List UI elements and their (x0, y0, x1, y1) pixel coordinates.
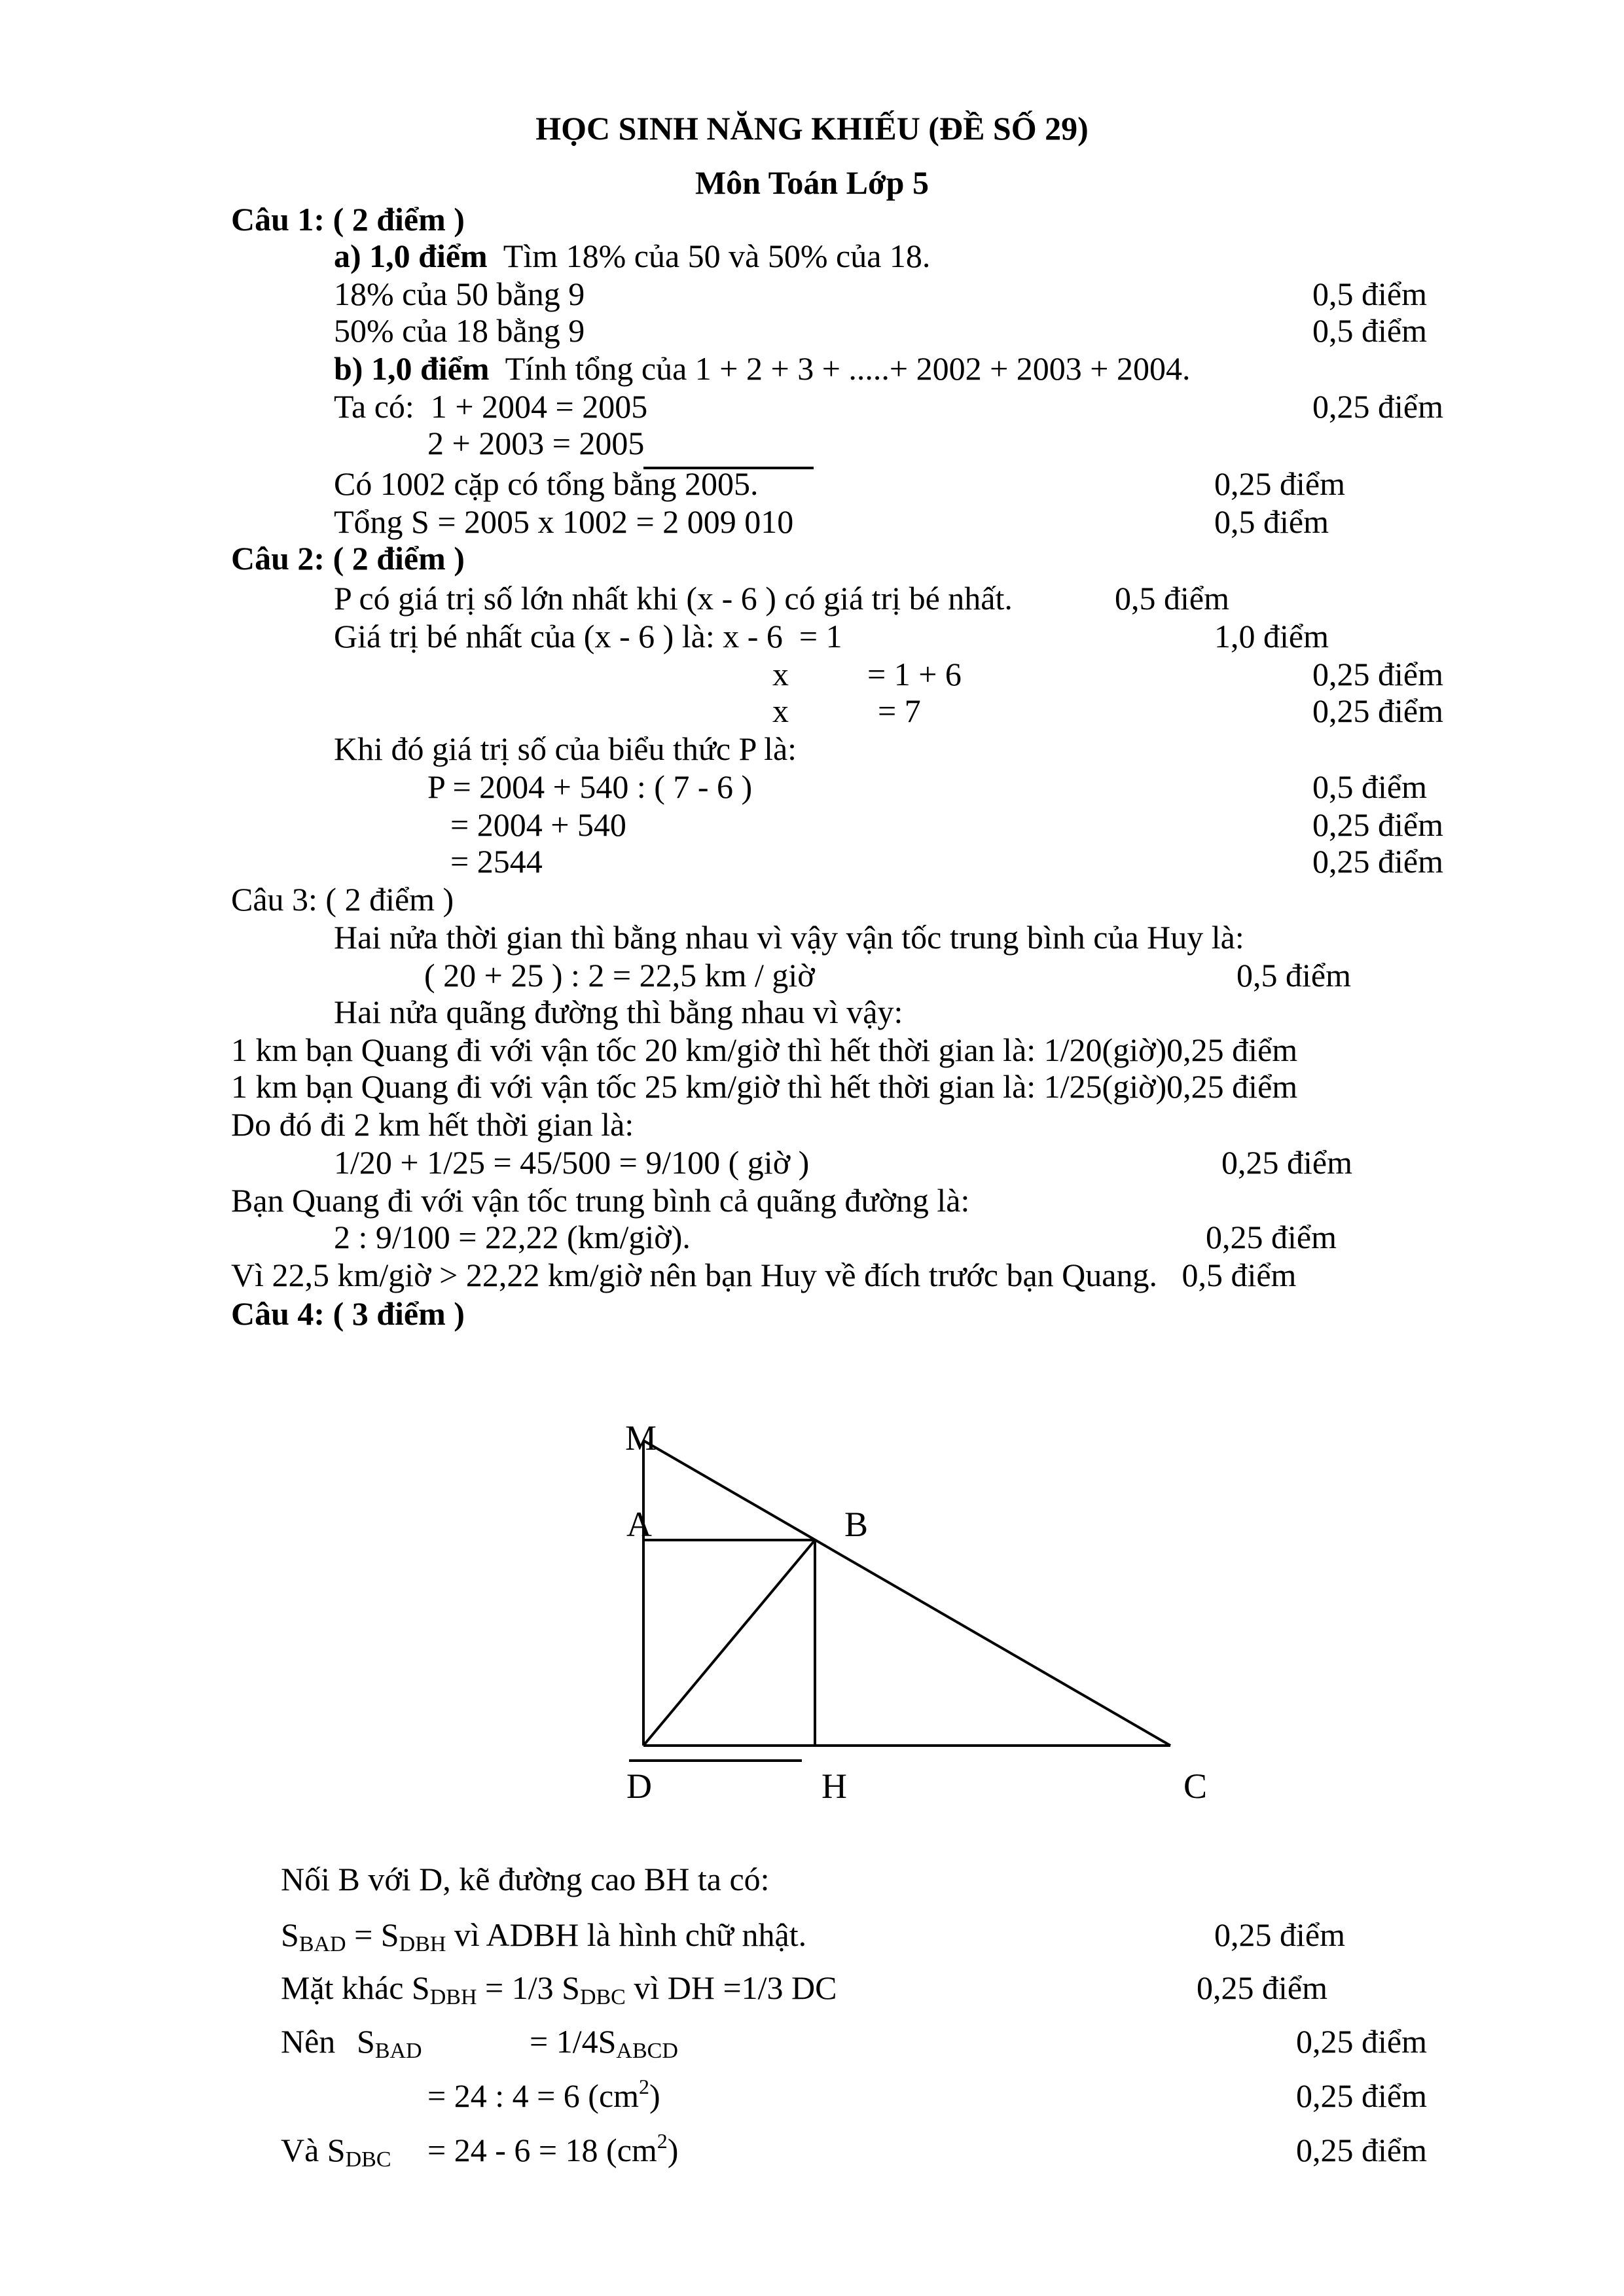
document-subtitle: Môn Toán Lớp 5 (695, 164, 929, 201)
q3-line: Bạn Quang đi với vận tốc trung bình cả quãng đường là: (231, 1182, 970, 1219)
point-label-m: M (625, 1418, 657, 1458)
segment-mc (643, 1441, 1170, 1746)
q2-var: x (772, 656, 789, 692)
q3-line: 1 km bạn Quang đi với vận tốc 20 km/giờ thì hết thời gian là: 1/20(giờ)0,25 điểm (231, 1031, 1298, 1068)
q1-line: Có 1002 cặp có tổng bằng 2005. (334, 465, 759, 502)
q4-line (427, 2075, 660, 2114)
q2-line: = 7 (878, 692, 921, 729)
subscript: DBH (429, 1985, 477, 2009)
q1-line: Tổng S = 2005 x 1002 = 2 009 010 (334, 503, 794, 540)
score: 0,25 điểm (1296, 2023, 1427, 2060)
score: 0,25 điểm (1206, 1219, 1337, 1255)
q2-line: P có giá trị số lớn nhất khi (x - 6 ) có giá trị bé nhất. (334, 580, 1013, 617)
subscript: ABCD (616, 2039, 678, 2063)
score: 0,5 điểm (1312, 276, 1427, 312)
point-label-h: H (821, 1767, 847, 1806)
superscript: 2 (657, 2129, 668, 2153)
q4-text: Nên (281, 2023, 336, 2060)
q1-line: 2 + 2003 = 2005 (427, 425, 645, 461)
text: S (281, 1916, 299, 1953)
score: 0,25 điểm (1312, 843, 1443, 880)
text: ) (667, 2132, 679, 2168)
q3-heading: Câu 3: ( 2 điểm ) (231, 881, 454, 918)
text: Và S (281, 2132, 346, 2168)
score: 0,5 điểm (1214, 503, 1329, 540)
q3-line: 1 km bạn Quang đi với vận tốc 25 km/giờ thì hết thời gian là: 1/25(giờ)0,25 điểm (231, 1068, 1298, 1105)
text: = 24 - 6 = 18 (cm (427, 2132, 657, 2168)
score: 0,25 điểm (1214, 1916, 1345, 1953)
q2-line: = 2544 (450, 843, 543, 880)
score: 0,25 điểm (1214, 465, 1345, 502)
score: 0,5 điểm (1236, 957, 1351, 994)
q2-line: P = 2004 + 540 : ( 7 - 6 ) (427, 768, 753, 805)
score: 0,25 điểm (1197, 1969, 1327, 2006)
q4-heading: Câu 4: ( 3 điểm ) (231, 1295, 465, 1332)
document-title: HỌC SINH NĂNG KHIẾU (ĐỀ SỐ 29) (535, 110, 1089, 147)
text: = 1/4S (530, 2023, 617, 2060)
q4-text (357, 2023, 422, 2063)
subscript: DBC (579, 1985, 626, 2009)
segment-db (643, 1540, 815, 1746)
q1-b-label: b) 1,0 điểm (334, 350, 490, 387)
score: 0,25 điểm (1296, 2077, 1427, 2114)
q1-line: Ta có: 1 + 2004 = 2005 (334, 388, 648, 425)
text: S (357, 2023, 375, 2060)
text: Mặt khác S (281, 1969, 430, 2006)
subscript: BAD (298, 1932, 346, 1956)
q1-line: 50% của 18 bằng 9 (334, 312, 585, 349)
q2-line: Giá trị bé nhất của (x - 6 ) là: x - 6 = 1 (334, 618, 842, 655)
q4-line: Nối B với D, kẽ đường cao BH ta có: (281, 1861, 770, 1897)
q3-line: Vì 22,5 km/giờ > 22,22 km/giờ nên bạn Huy về đích trước bạn Quang. 0,5 điểm (231, 1257, 1297, 1293)
text: = S (346, 1916, 399, 1953)
point-label-b: B (844, 1505, 869, 1544)
q1-b-text: Tính tổng của 1 + 2 + 3 + .....+ 2002 + 2003 + 2004. (489, 350, 1191, 387)
score: 0,25 điểm (1312, 692, 1443, 729)
q3-line: Do đó đi 2 km hết thời gian là: (231, 1106, 634, 1143)
q3-line: 2 : 9/100 = 22,22 (km/giờ). (334, 1219, 691, 1255)
subscript: DBC (345, 2147, 391, 2172)
q2-var: x (772, 692, 789, 729)
score: 1,0 điểm (1214, 618, 1329, 655)
q1-line: 18% của 50 bằng 9 (334, 276, 585, 312)
score: 0,25 điểm (1221, 1144, 1352, 1181)
text: ) (649, 2077, 660, 2114)
q3-line: Hai nửa thời gian thì bằng nhau vì vậy vận tốc trung bình của Huy là: (334, 919, 1244, 956)
q2-line: = 1 + 6 (867, 656, 962, 692)
q2-heading: Câu 2: ( 2 điểm ) (231, 540, 465, 577)
q2-line: Khi đó giá trị số của biểu thức P là: (334, 730, 797, 767)
point-label-c: C (1183, 1767, 1208, 1806)
superscript: 2 (639, 2075, 650, 2098)
text: vì ADBH là hình chữ nhật. (446, 1916, 807, 1953)
score: 0,5 điểm (1312, 312, 1427, 349)
text: vì DH =1/3 DC (625, 1969, 837, 2006)
q1-heading: Câu 1: ( 2 điểm ) (231, 201, 465, 238)
q1-a-label: a) 1,0 điểm (334, 238, 488, 274)
q3-line: 1/20 + 1/25 = 45/500 = 9/100 ( giờ ) (334, 1144, 810, 1181)
score: 0,25 điểm (1296, 2132, 1427, 2168)
q4-text (281, 2132, 391, 2172)
score: 0,5 điểm (1312, 768, 1427, 805)
score: 0,25 điểm (1312, 806, 1443, 843)
q4-text (530, 2023, 678, 2063)
score: 0,5 điểm (1115, 580, 1229, 617)
subscript: DBH (399, 1932, 446, 1956)
q4-text (427, 2129, 679, 2168)
q3-line: ( 20 + 25 ) : 2 = 22,5 km / giờ (424, 957, 815, 994)
q4-line (281, 1969, 837, 2009)
text: = 1/3 S (477, 1969, 580, 2006)
point-label-d: D (626, 1767, 652, 1806)
score: 0,25 điểm (1312, 388, 1443, 425)
q4-line (281, 1916, 807, 1956)
point-label-a: A (626, 1505, 652, 1544)
q1-a-text: Tìm 18% của 50 và 50% của 18. (487, 238, 931, 274)
q2-line: = 2004 + 540 (450, 806, 626, 843)
subscript: BAD (374, 2039, 422, 2063)
q3-line: Hai nửa quãng đường thì bằng nhau vì vậy: (334, 994, 903, 1030)
score: 0,25 điểm (1312, 656, 1443, 692)
text: = 24 : 4 = 6 (cm (427, 2077, 640, 2114)
